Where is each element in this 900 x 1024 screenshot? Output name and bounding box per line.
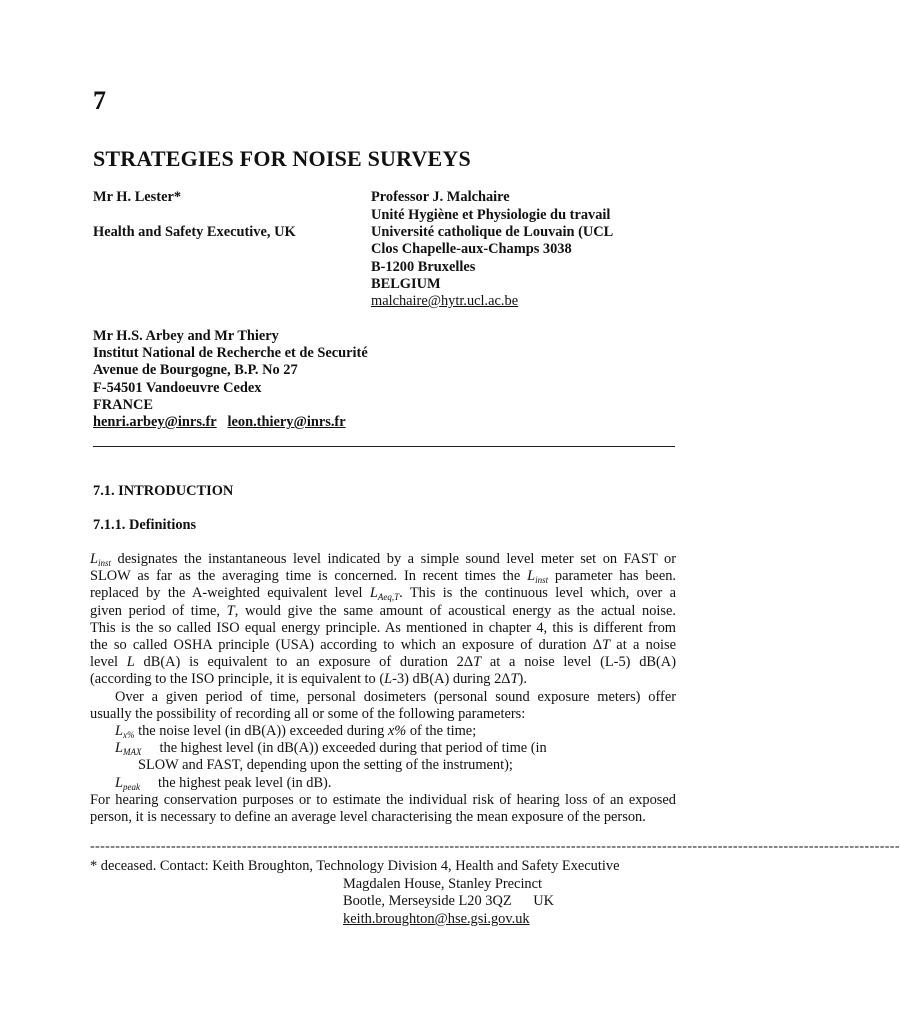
section-heading: 7.1. INTRODUCTION — [93, 483, 234, 499]
body-line: For hearing conservation purposes or to estimate the individual risk of hearing loss of an exposed — [90, 791, 676, 808]
author-third-emails — [93, 414, 346, 431]
author-left-org: Health and Safety Executive, UK — [93, 224, 296, 240]
author-third-email-link[interactable]: henri.arbey@inrs.fr — [93, 414, 217, 430]
author-right-line: BELGIUM — [371, 276, 441, 292]
list-item-continuation: SLOW and FAST, depending upon the setting of the instrument); — [138, 757, 513, 774]
body-line: person, it is necessary to define an average level characterising the mean exposure of the person. — [90, 809, 646, 826]
header-divider — [93, 446, 675, 447]
chapter-number: 7 — [93, 86, 106, 115]
author-third-line: F-54501 Vandoeuvre Cedex — [93, 380, 262, 396]
body-line: This is the so called ISO equal energy principle. As mentioned in chapter 4, this is different from — [90, 619, 676, 636]
author-right-line: B-1200 Bruxelles — [371, 259, 476, 275]
body-line: $L_{inst}$ designates the instantaneous level indicated by a simple sound level meter set on FAST or — [90, 551, 676, 568]
author-right-line: Clos Chapelle-aux-Champs 3038 — [371, 241, 572, 257]
author-right-line: Université catholique de Louvain (UCL — [371, 224, 614, 240]
footnote-separator: ---------------------------------------------------------------------------------------------------------------------------------------------------------------- — [90, 839, 900, 854]
body-line: the so called OSHA principle (USA) according to which an exposure of duration ΔT at a noise — [90, 637, 676, 654]
list-item: $L_{peak}$ the highest peak level (in dB). — [115, 774, 332, 792]
author-third-line: Institut National de Recherche et de Securité — [93, 345, 368, 361]
author-left-name: Mr H. Lester* — [93, 189, 182, 205]
body-line: usually the possibility of recording all or some of the following parameters: — [90, 705, 526, 722]
author-third-name: Mr H.S. Arbey and Mr Thiery — [93, 328, 279, 344]
body-text — [90, 551, 676, 826]
author-third-line: Avenue de Bourgogne, B.P. No 27 — [93, 362, 298, 378]
body-line: given period of time, T, would give the same amount of acoustical energy as the actual noise. — [90, 602, 676, 619]
author-right-name: Professor J. Malchaire — [371, 189, 510, 205]
author-right-email-link[interactable]: malchaire@hytr.ucl.ac.be — [371, 293, 519, 309]
body-line: Over a given period of time, personal dosimeters (personal sound exposure meters) offer — [115, 688, 676, 705]
footnote-line: Bootle, Merseyside L20 3QZ UK — [343, 893, 555, 909]
footnote-email-link[interactable]: keith.broughton@hse.gsi.gov.uk — [343, 911, 530, 927]
chapter-title: STRATEGIES FOR NOISE SURVEYS — [93, 146, 471, 171]
list-item: $L_{MAX}$ the highest level (in dB(A)) exceeded during that period of time (in — [115, 740, 547, 758]
author-third-email-link[interactable]: leon.thiery@inrs.fr — [227, 414, 346, 430]
body-line: SLOW as far as the averaging time is concerned. In recent times the $L_{inst}$ parameter has been. — [90, 568, 677, 586]
body-line: replaced by the A-weighted equivalent level $L_{Aeq,T}$. This is the continuous level which, over a — [90, 585, 676, 603]
footnote-line: * deceased. Contact: Keith Broughton, Technology Division 4, Health and Safety Executive — [90, 858, 620, 874]
list-item: $L_{x\%}$ the noise level (in dB(A)) exceeded during x% of the time; — [115, 723, 477, 741]
body-line: (according to the ISO principle, it is equivalent to (L-3) dB(A) during 2ΔT). — [90, 671, 527, 688]
author-third-line: FRANCE — [93, 397, 153, 413]
author-right-line: Unité Hygiène et Physiologie du travail — [371, 207, 611, 223]
footnote-line: Magdalen House, Stanley Precinct — [343, 876, 543, 892]
body-line: level L dB(A) is equivalent to an exposure of duration 2ΔT at a noise level (L-5) dB(A) — [90, 654, 676, 671]
subsection-heading: 7.1.1. Definitions — [93, 517, 197, 533]
